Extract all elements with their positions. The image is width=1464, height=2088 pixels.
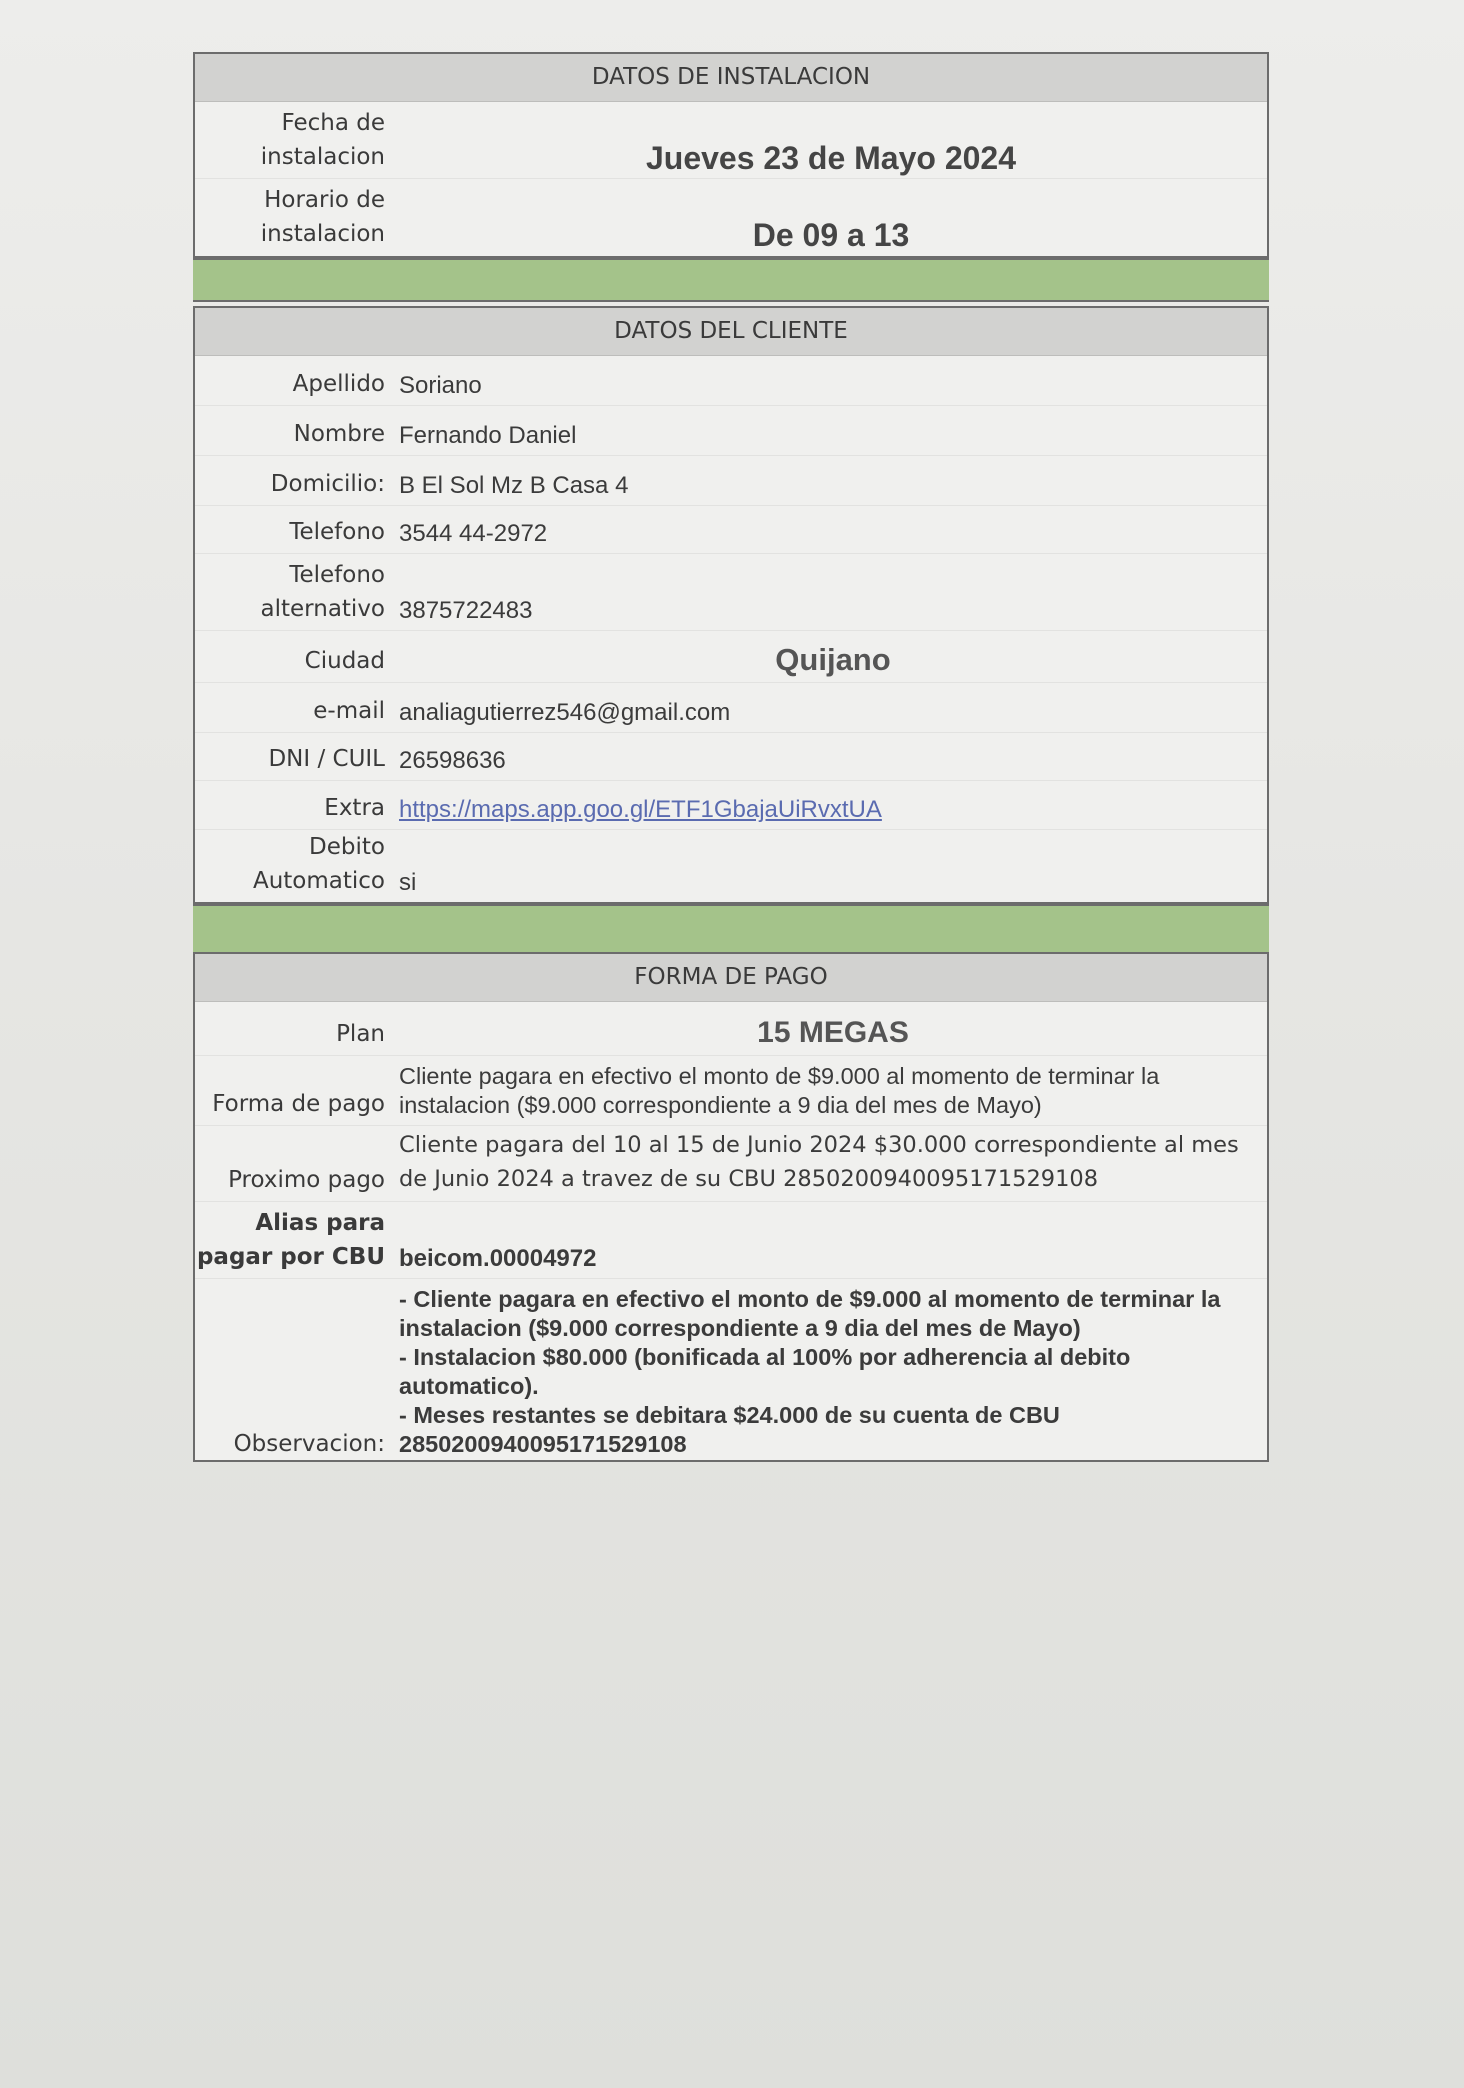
client-row-debito	[195, 830, 1267, 902]
debito-label: Debito Automatico	[252, 834, 385, 894]
observacion-line: - Meses restantes se debitara $24.000 de su cuenta de CBU 2850200940095171529108	[399, 1402, 1060, 1457]
client-row-domicilio	[195, 456, 1267, 506]
email-value: analiagutierrez546@gmail.com	[399, 699, 731, 726]
payment-row-alias	[195, 1202, 1267, 1279]
domicilio-label: Domicilio:	[270, 471, 385, 497]
ciudad-value: Quijano	[775, 642, 891, 677]
plan-label: Plan	[336, 1021, 385, 1047]
install-time-value: De 09 a 13	[752, 217, 910, 253]
ciudad-label: Ciudad	[304, 648, 385, 674]
extra-label: Extra	[324, 795, 385, 821]
client-row-email	[195, 683, 1267, 733]
telefono-alt-value: 3875722483	[399, 597, 533, 624]
maps-link[interactable]: https://maps.app.goo.gl/ETF1GbajaUiRvxtUA	[399, 796, 882, 823]
payment-row-observacion	[195, 1279, 1267, 1463]
payment-row-plan	[195, 1002, 1267, 1056]
installation-header: DATOS DE INSTALACION	[195, 54, 1267, 102]
client-row-nombre	[195, 406, 1267, 456]
dni-label: DNI / CUIL	[268, 746, 385, 772]
observacion-value	[395, 1285, 1267, 1463]
proximo-value: Cliente pagara del 10 al 15 de Junio 2024 $30.000 correspondiente al mes de Junio 2024 a travez de su CBU 2850200940095171529108	[399, 1132, 1239, 1192]
install-time-row	[195, 179, 1267, 255]
forma-label: Forma de pago	[212, 1091, 385, 1117]
dni-value: 26598636	[399, 747, 506, 774]
install-date-row	[195, 102, 1267, 179]
observacion-line: - Instalacion $80.000 (bonificada al 100% por adherencia al debito automatico).	[399, 1344, 1131, 1399]
debito-value: si	[399, 869, 417, 896]
client-row-telefono	[195, 506, 1267, 554]
client-row-telefono-alt	[195, 554, 1267, 631]
telefono-value: 3544 44-2972	[399, 520, 548, 547]
proximo-label: Proximo pago	[228, 1167, 385, 1193]
payment-row-forma	[195, 1056, 1267, 1126]
client-row-apellido	[195, 356, 1267, 406]
install-date-value: Jueves 23 de Mayo 2024	[645, 140, 1016, 176]
client-row-extra	[195, 781, 1267, 830]
install-date-label: Fecha de instalacion	[260, 110, 385, 170]
plan-value: 15 MEGAS	[757, 1016, 909, 1049]
observacion-label: Observacion:	[233, 1431, 385, 1457]
payment-header: FORMA DE PAGO	[195, 954, 1267, 1002]
observacion-line: - Cliente pagara en efectivo el monto de $9.000 al momento de terminar la instalacion ($9.000 correspondiente a 9 dia del mes de Mayo)	[399, 1286, 1221, 1341]
forma-value: Cliente pagara en efectivo el monto de $9.000 al momento de terminar la instalacion ($9.000 correspondiente a 9 dia del mes de Mayo)	[399, 1063, 1160, 1118]
client-section	[193, 306, 1269, 904]
installation-section	[193, 52, 1269, 258]
section-divider-2	[193, 904, 1269, 954]
telefono-label: Telefono	[289, 519, 385, 545]
domicilio-value: B El Sol Mz B Casa 4	[399, 472, 629, 499]
nombre-value: Fernando Daniel	[399, 422, 577, 449]
alias-value: beicom.00004972	[399, 1245, 597, 1272]
section-divider-1	[193, 258, 1269, 302]
payment-row-proximo	[195, 1126, 1267, 1202]
client-row-dni	[195, 733, 1267, 781]
client-header: DATOS DEL CLIENTE	[195, 308, 1267, 356]
telefono-alt-label: Telefono alternativo	[260, 562, 385, 622]
alias-label: Alias para pagar por CBU	[196, 1210, 385, 1270]
apellido-label: Apellido	[292, 371, 385, 397]
install-time-label: Horario de instalacion	[260, 187, 385, 247]
payment-section	[193, 952, 1269, 1462]
apellido-value: Soriano	[399, 372, 482, 399]
nombre-label: Nombre	[293, 421, 385, 447]
email-label: e-mail	[313, 698, 385, 724]
client-row-ciudad	[195, 631, 1267, 683]
